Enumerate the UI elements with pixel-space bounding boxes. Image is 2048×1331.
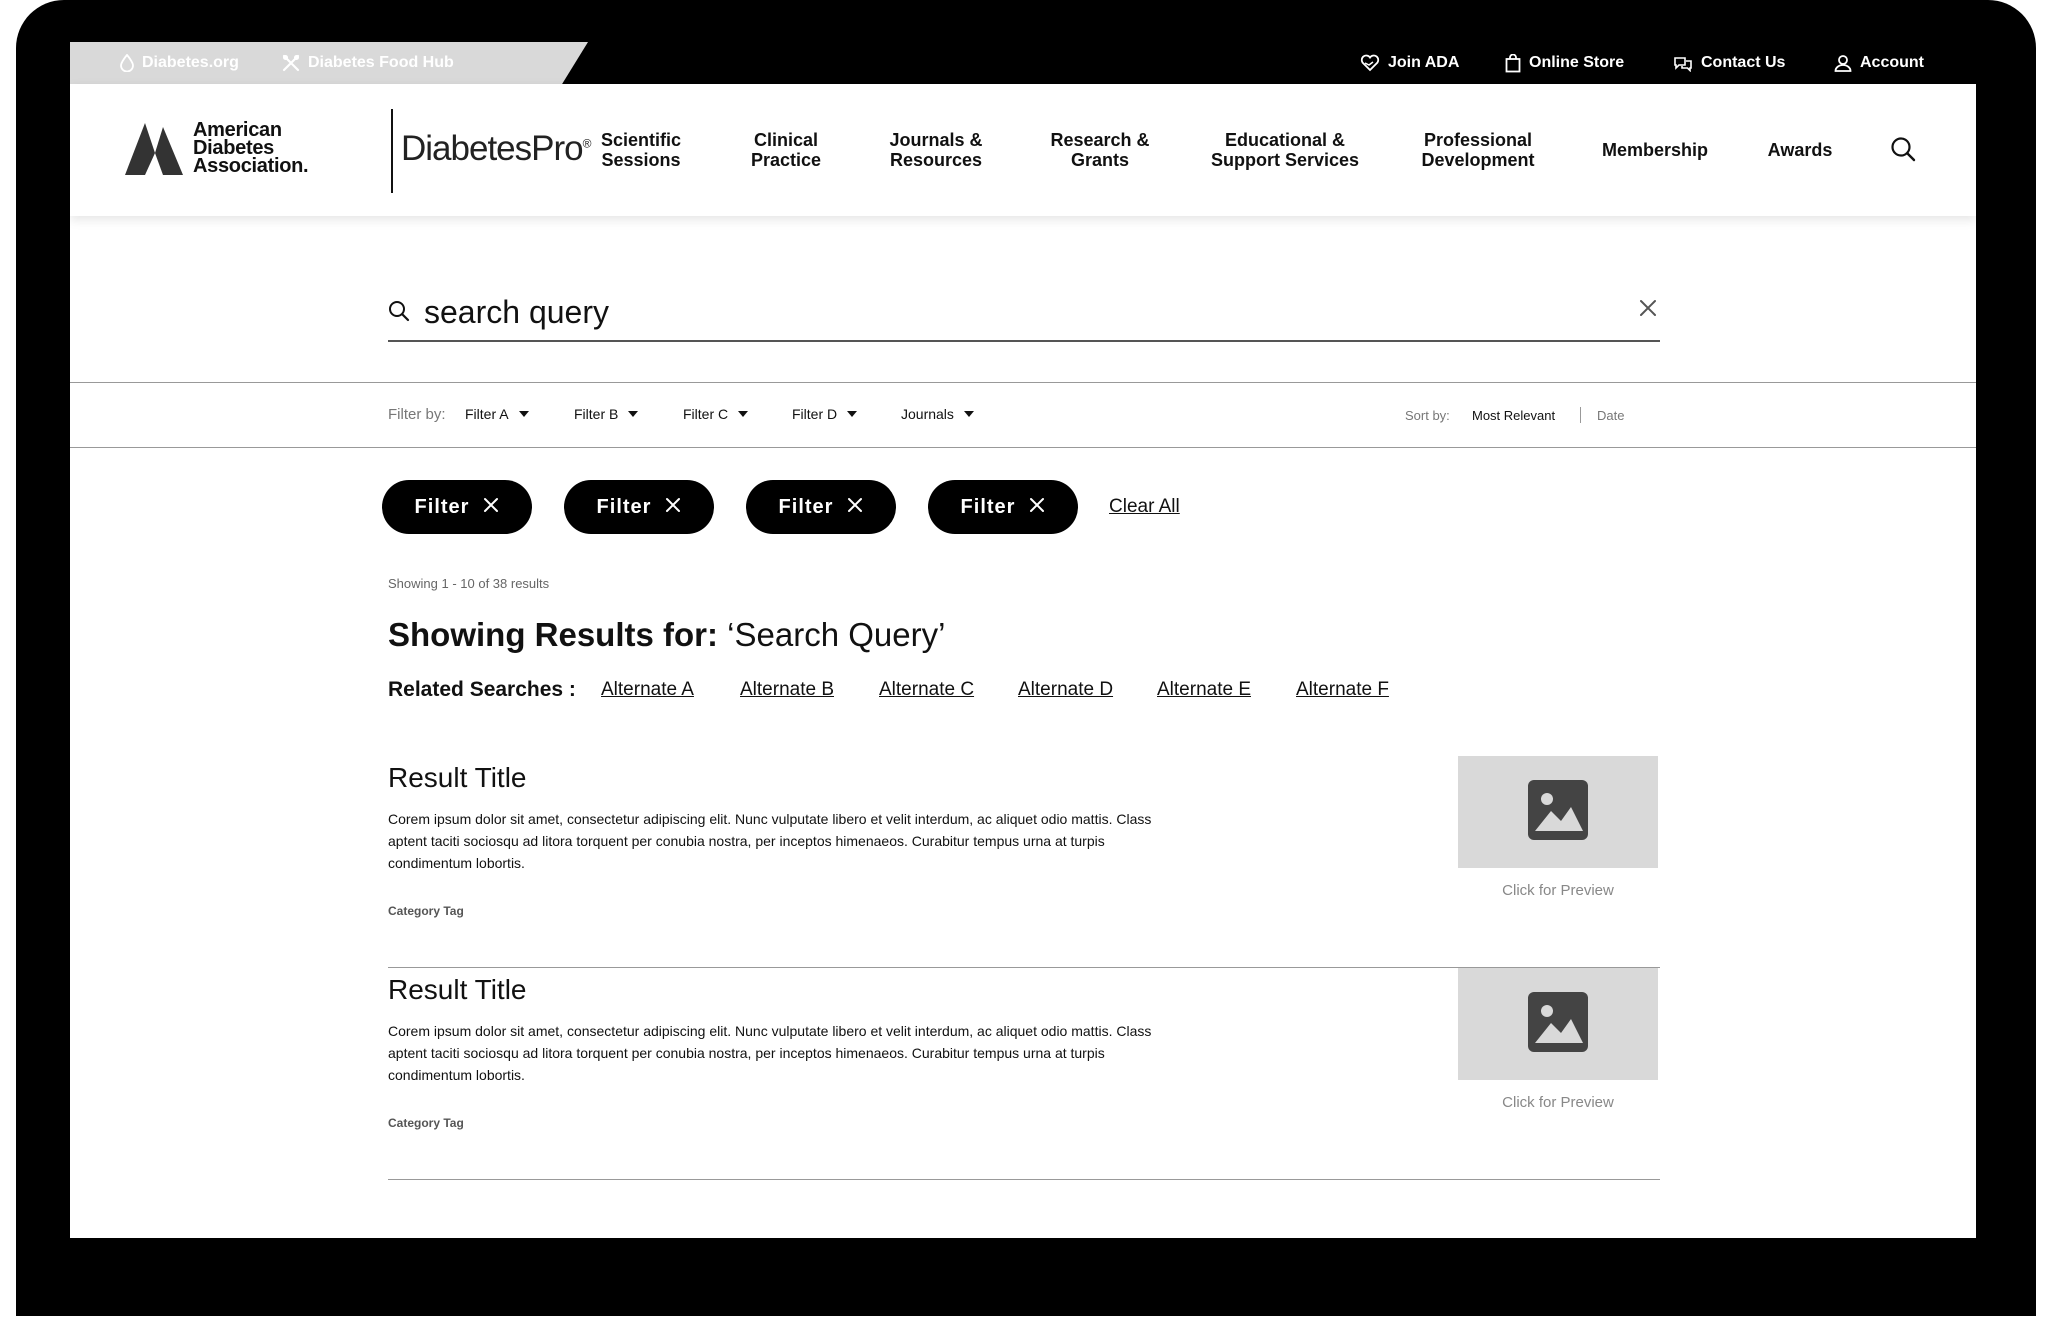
caret-down-icon [738,411,748,417]
heart-hands-icon [1360,54,1380,72]
result-item [388,756,1660,968]
preview-link[interactable]: Click for Preview [1502,882,1614,899]
nav-label: Development [1421,150,1535,170]
category-tag[interactable]: Category Tag [388,1116,464,1130]
dropdown-label: Filter B [574,406,619,422]
filter-dropdown-journals[interactable] [901,406,974,422]
nav-journals-resources[interactable] [856,126,1016,174]
clear-all-link[interactable]: Clear All [1109,496,1180,517]
nav-scientific-sessions[interactable] [566,126,716,174]
ada-logo-mark-icon [125,123,185,184]
caret-down-icon [628,411,638,417]
sort-option-most-relevant[interactable]: Most Relevant [1472,408,1556,423]
logo-line: Diabetes [193,137,274,159]
utility-link-label: Diabetes Food Hub [308,54,454,71]
utility-link-label: Account [1860,54,1924,71]
shopping-bag-icon [1505,54,1521,73]
nav-label: Practice [750,150,822,170]
utility-link-label: Diabetes.org [142,54,239,71]
result-thumbnail[interactable] [1458,756,1658,868]
active-filter-pill[interactable] [564,480,714,534]
nav-clinical-practice[interactable] [726,126,846,174]
result-thumbnail[interactable] [1458,968,1658,1080]
result-title[interactable]: Result Title [388,974,527,1005]
nav-label: Membership [1601,140,1709,160]
utility-link-account[interactable] [1834,42,1924,84]
close-icon [1029,496,1045,519]
related-search-link[interactable]: Alternate E [1157,679,1251,700]
nav-educational-support[interactable] [1185,126,1385,174]
caret-down-icon [964,411,974,417]
nav-label: Journals & [889,130,983,150]
pill-label: Filter [596,495,652,518]
nav-label: Professional [1423,130,1533,150]
user-icon [1834,54,1852,72]
logo-line: American [193,119,282,141]
registered-mark: ® [582,136,591,151]
active-filter-pill[interactable] [382,480,532,534]
utility-link-label: Contact Us [1701,54,1786,71]
image-placeholder-icon [1527,991,1589,1058]
utility-link-diabetes-org[interactable] [120,42,239,84]
result-description: Corem ipsum dolor sit amet, consectetur adipiscing elit. Nunc vulputate libero et velit interdum, ac aliquet odio mattis. Class aptent taciti sociosqu ad litora torquent per conubia nostra, per inceptos himenaeos. Curabitur tempus urna at turpis condimentum lobortis. [388,811,1152,871]
nav-label: Educational & [1224,130,1345,150]
nav-label: Research & [1050,130,1150,150]
results-heading-prefix: Showing Results for: [388,616,718,653]
category-tag[interactable]: Category Tag [388,904,464,918]
related-search-link[interactable]: Alternate F [1296,679,1389,700]
active-filter-pill[interactable] [746,480,896,534]
related-searches [388,678,1688,704]
dropdown-label: Journals [901,406,954,422]
results-heading [388,616,945,654]
pill-label: Filter [960,495,1016,518]
organization-name [193,121,308,175]
logo-divider [391,109,393,193]
nav-label: Resources [889,150,983,170]
result-count: Showing 1 - 10 of 38 results [388,576,550,591]
results-heading-query: ‘Search Query’ [718,616,946,653]
result-item [388,968,1660,1180]
dropdown-label: Filter A [465,406,509,422]
related-search-link[interactable]: Alternate B [740,679,834,700]
search-bar [388,286,1660,342]
result-title[interactable]: Result Title [388,762,527,793]
close-icon [665,496,681,519]
search-input[interactable] [424,292,1574,332]
main-header [70,84,1976,216]
sort-divider [1580,407,1581,423]
sort-option-date[interactable]: Date [1597,408,1625,423]
result-description: Corem ipsum dolor sit amet, consectetur adipiscing elit. Nunc vulputate libero et velit interdum, ac aliquet odio mattis. Class aptent taciti sociosqu ad litora torquent per conubia nostra, per inceptos himenaeos. Curabitur tempus urna at turpis condimentum lobortis. [388,1023,1152,1083]
utility-link-food-hub[interactable] [282,42,454,84]
utility-link-contact-us[interactable] [1673,42,1785,84]
image-placeholder-icon [1527,779,1589,846]
sort-by-label: Sort by: [1405,408,1450,423]
filter-dropdown-b[interactable] [574,406,638,422]
filter-by-label: Filter by: [388,406,446,423]
filter-dropdown-d[interactable] [792,406,857,422]
utensils-icon [282,54,300,72]
utility-bar [70,42,1976,84]
search-icon [388,300,410,327]
related-searches-label: Related Searches : [388,678,576,701]
browser-viewport [70,42,1976,1238]
nav-label: Clinical [753,130,819,150]
nav-label: Grants [1070,150,1130,170]
caret-down-icon [519,411,529,417]
related-search-link[interactable]: Alternate D [1018,679,1114,700]
filter-dropdown-c[interactable] [683,406,748,422]
pill-label: Filter [414,495,470,518]
utility-link-online-store[interactable] [1505,42,1624,84]
nav-label: Support Services [1210,150,1360,170]
filter-bar [70,382,1976,448]
drop-icon [120,54,134,72]
search-icon [1890,149,1916,166]
utility-link-label: Online Store [1529,54,1625,71]
utility-link-join-ada[interactable] [1360,42,1459,84]
header-search-button[interactable] [1890,136,1922,168]
close-icon[interactable] [1638,298,1658,323]
nav-research-grants[interactable] [1020,126,1180,174]
utility-link-label: Join ADA [1388,54,1460,71]
nav-professional-development[interactable] [1388,126,1568,174]
logo-line: Association. [193,155,309,177]
dropdown-label: Filter C [683,406,729,422]
related-search-link[interactable]: Alternate A [601,679,694,700]
nav-label: Awards [1767,140,1833,160]
active-filter-pill[interactable] [928,480,1078,534]
product-name [401,129,590,169]
nav-awards[interactable] [1750,126,1850,174]
dropdown-label: Filter D [792,406,838,422]
close-icon [847,496,863,519]
nav-label: Sessions [601,150,681,170]
related-search-link[interactable]: Alternate C [879,679,975,700]
nav-membership[interactable] [1580,126,1730,174]
product-name-text: DiabetesPro [401,129,583,168]
pill-label: Filter [778,495,834,518]
caret-down-icon [847,411,857,417]
preview-link[interactable]: Click for Preview [1502,1094,1614,1111]
close-icon [483,496,499,519]
nav-label: Scientific [600,130,682,150]
site-logo[interactable] [125,109,591,193]
filter-dropdown-a[interactable] [465,406,529,422]
chat-bubbles-icon [1673,55,1693,72]
